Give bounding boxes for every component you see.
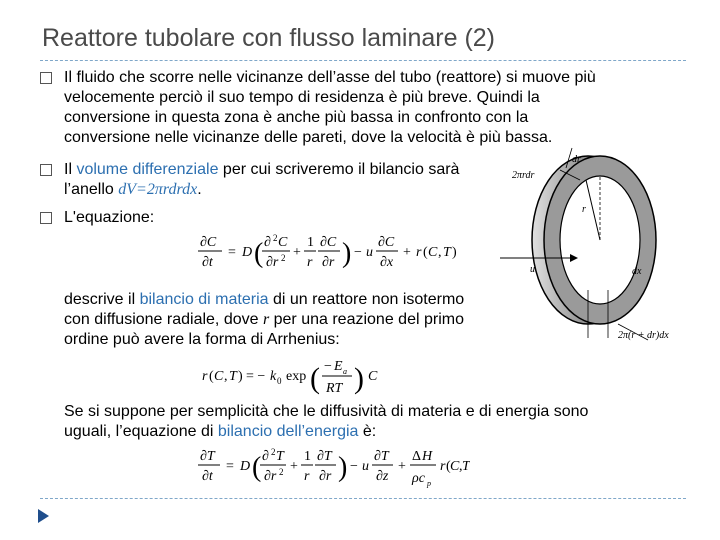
svg-text:−: − bbox=[354, 245, 362, 260]
bilancio-di-materia-link: bilancio di materia bbox=[139, 291, 269, 308]
bullet-3-text: L'equazione: bbox=[64, 209, 155, 226]
differential-volume-formula: dV=2πrdrdx bbox=[118, 181, 198, 198]
svg-text:T: T bbox=[462, 459, 470, 474]
bullet-marker bbox=[40, 164, 52, 176]
reaction-rate-symbol: r bbox=[262, 311, 270, 328]
ring-element-figure bbox=[500, 140, 700, 350]
svg-text:,: , bbox=[459, 459, 463, 474]
svg-text:∂r: ∂r bbox=[266, 255, 279, 270]
svg-text:r: r bbox=[416, 245, 422, 260]
svg-text:exp: exp bbox=[286, 369, 307, 384]
svg-text:a: a bbox=[343, 367, 347, 376]
svg-text:= −: = − bbox=[246, 369, 266, 384]
svg-text:T: T bbox=[443, 245, 451, 260]
label-bottom: 2π(r + dr)dx bbox=[618, 330, 669, 341]
desc-line1-post: di un reattore non isotermo bbox=[268, 291, 465, 308]
svg-text:D: D bbox=[240, 459, 251, 474]
volume-differenziale-link: volume differenziale bbox=[76, 161, 219, 178]
svg-text:T: T bbox=[229, 369, 237, 384]
svg-text:+: + bbox=[403, 245, 411, 260]
desc-line2-post: per una reazione del primo bbox=[269, 311, 464, 328]
energy-line1: Se si suppone per semplicità che le diffusività di materia e di energia sono bbox=[64, 403, 589, 420]
top-divider bbox=[40, 60, 686, 61]
bullet-1-line: Il fluido che scorre nelle vicinanze dell’asse del tubo (reattore) si muove più bbox=[64, 69, 596, 86]
svg-text:,: , bbox=[438, 245, 442, 260]
label-u: u bbox=[530, 264, 535, 275]
svg-text:,: , bbox=[224, 369, 228, 384]
description-text bbox=[64, 290, 464, 350]
svg-text:r: r bbox=[304, 469, 310, 484]
svg-text:0: 0 bbox=[277, 376, 282, 386]
svg-text:∂x: ∂x bbox=[380, 255, 394, 270]
svg-text:−: − bbox=[324, 359, 332, 374]
svg-text:∂r: ∂r bbox=[319, 469, 332, 484]
label-2pirdr: 2πrdr bbox=[512, 170, 535, 181]
svg-text:k: k bbox=[270, 369, 277, 384]
svg-text:(: ( bbox=[209, 369, 214, 384]
svg-text:E: E bbox=[334, 359, 343, 374]
svg-text:=: = bbox=[226, 459, 234, 474]
svg-text:T: T bbox=[276, 449, 284, 464]
svg-text:2: 2 bbox=[279, 467, 284, 477]
svg-text:D: D bbox=[242, 245, 253, 260]
bullet-2-line2-post: . bbox=[197, 181, 202, 198]
energy-line2-pre: uguali, l’equazione di bbox=[64, 423, 218, 440]
svg-text:∂C: ∂C bbox=[378, 235, 395, 250]
svg-text:−: − bbox=[350, 459, 358, 474]
svg-text:u: u bbox=[366, 245, 373, 260]
svg-text:∂C: ∂C bbox=[320, 235, 337, 250]
bullet-1-line: conversione nelle vicinanze delle pareti, dove la velocità è più bassa. bbox=[64, 129, 553, 146]
bullet-marker bbox=[40, 212, 52, 224]
svg-text:∂T: ∂T bbox=[374, 449, 389, 464]
svg-text:RT: RT bbox=[326, 381, 343, 396]
svg-text:): ) bbox=[338, 452, 348, 483]
bullet-1-text bbox=[64, 68, 596, 148]
svg-text:∂t: ∂t bbox=[202, 469, 213, 484]
desc-line3: ordine può avere la forma di Arrhenius: bbox=[64, 331, 340, 348]
desc-line1-pre: descrive il bbox=[64, 291, 140, 308]
svg-text:r: r bbox=[307, 255, 313, 270]
svg-text:C: C bbox=[428, 245, 438, 260]
svg-text:C: C bbox=[368, 369, 378, 384]
svg-text:r: r bbox=[440, 459, 446, 474]
svg-text:u: u bbox=[362, 459, 369, 474]
svg-text:(: ( bbox=[446, 459, 451, 474]
bilancio-energia-link: bilancio dell’energia bbox=[217, 423, 359, 440]
svg-text:2: 2 bbox=[281, 253, 286, 263]
svg-text:∂: ∂ bbox=[264, 235, 271, 250]
svg-text:(: ( bbox=[310, 362, 320, 395]
svg-text:∂T: ∂T bbox=[317, 449, 332, 464]
desc-line2-pre: con diffusione radiale, dove bbox=[64, 311, 263, 328]
svg-text:∂r: ∂r bbox=[264, 469, 277, 484]
svg-text:∂z: ∂z bbox=[376, 469, 389, 484]
svg-text:ρc: ρc bbox=[412, 471, 425, 486]
bullet-marker bbox=[40, 72, 52, 84]
svg-text:+: + bbox=[290, 459, 298, 474]
bullet-1-line: conversione in questa zona è anche più bassa in confronto con la bbox=[64, 109, 529, 126]
svg-text:C: C bbox=[450, 459, 460, 474]
energy-line2-post: è: bbox=[358, 423, 377, 440]
slide-title: Reattore tubolare con flusso laminare (2) bbox=[42, 24, 496, 52]
label-dr: dr bbox=[572, 154, 581, 165]
svg-text:(: ( bbox=[254, 238, 264, 269]
energy-text bbox=[64, 402, 588, 442]
svg-text:): ) bbox=[238, 369, 243, 384]
svg-text:2: 2 bbox=[273, 233, 278, 243]
svg-text:): ) bbox=[342, 238, 352, 269]
svg-text:r: r bbox=[202, 369, 208, 384]
bottom-divider bbox=[40, 498, 686, 499]
svg-text:∂t: ∂t bbox=[202, 255, 213, 270]
svg-text:∂r: ∂r bbox=[322, 255, 335, 270]
energy-balance-equation bbox=[198, 446, 470, 492]
svg-text:∂T: ∂T bbox=[200, 449, 215, 464]
bullet-2-pre: Il bbox=[64, 161, 77, 178]
svg-text:∂: ∂ bbox=[262, 449, 269, 464]
mass-balance-equation bbox=[198, 232, 458, 274]
svg-text:): ) bbox=[452, 245, 457, 260]
svg-text:(: ( bbox=[252, 452, 262, 483]
svg-text:1: 1 bbox=[304, 449, 311, 464]
svg-text:H: H bbox=[422, 449, 433, 464]
next-slide-icon[interactable] bbox=[36, 508, 50, 524]
svg-text:C: C bbox=[214, 369, 224, 384]
label-dx: dx bbox=[632, 266, 642, 277]
svg-text:∂C: ∂C bbox=[200, 235, 217, 250]
label-r: r bbox=[582, 204, 586, 215]
bullet-2-post: per cui scriveremo il bilancio sarà bbox=[218, 161, 460, 178]
svg-text:=: = bbox=[228, 245, 236, 260]
svg-text:): ) bbox=[354, 362, 364, 395]
svg-text:p: p bbox=[427, 479, 431, 488]
bullet-2-text bbox=[64, 160, 459, 200]
svg-text:Δ: Δ bbox=[412, 449, 422, 464]
bullet-1-line: velocemente perciò il suo tempo di residenza è più breve. Quindi la bbox=[64, 89, 540, 106]
svg-text:+: + bbox=[398, 459, 406, 474]
svg-text:(: ( bbox=[423, 245, 428, 260]
svg-text:+: + bbox=[293, 245, 301, 260]
arrhenius-equation bbox=[200, 356, 390, 400]
svg-text:C: C bbox=[278, 235, 288, 250]
bullet-2-line2-pre: l’anello bbox=[64, 181, 119, 198]
svg-text:1: 1 bbox=[307, 235, 314, 250]
svg-text:2: 2 bbox=[271, 447, 276, 457]
